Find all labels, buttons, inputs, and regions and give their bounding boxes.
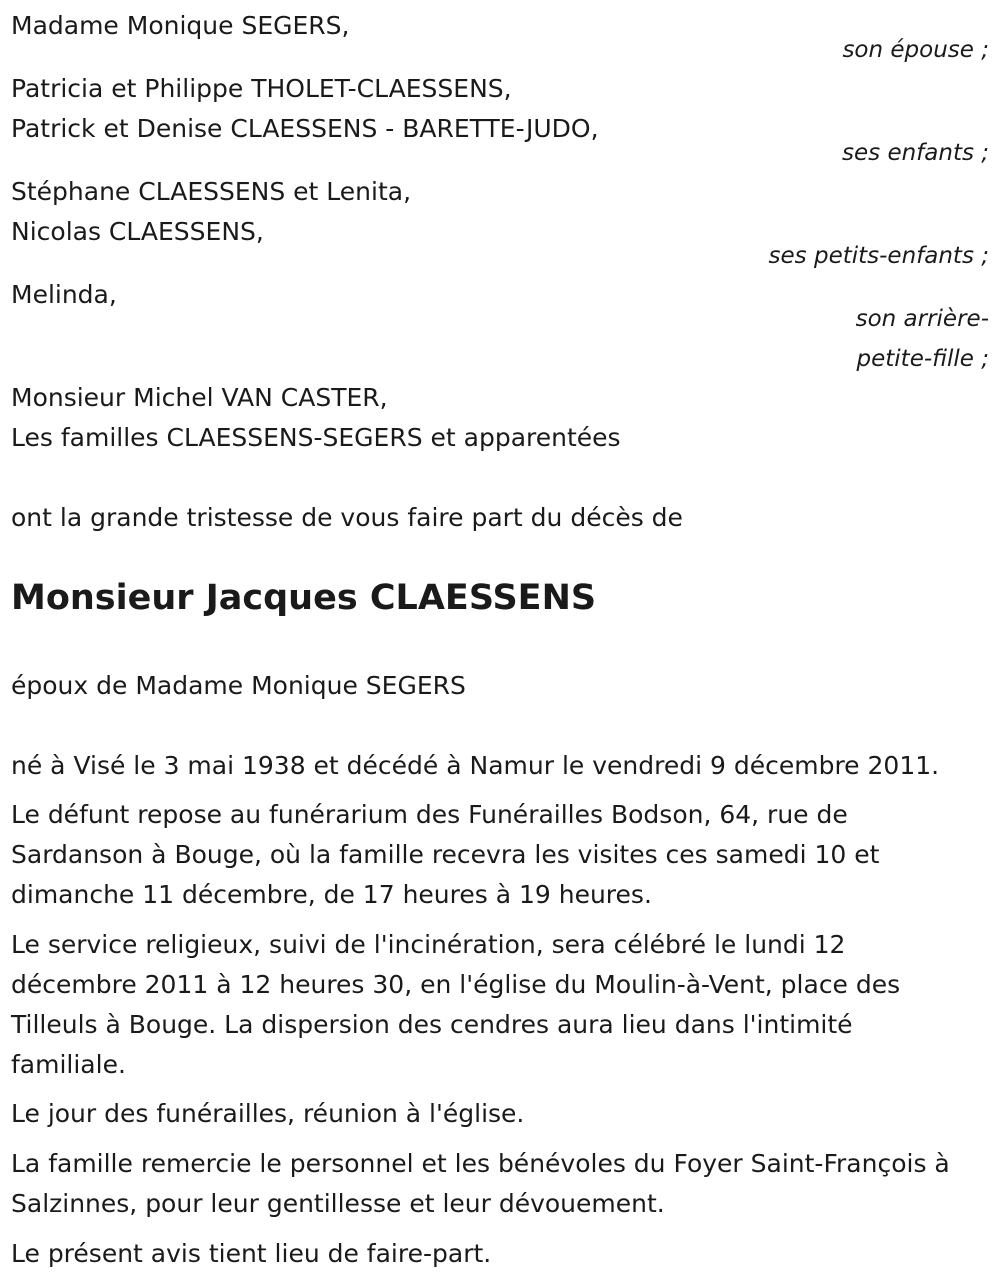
grandchild-2: Nicolas CLAESSENS,	[11, 217, 264, 246]
deceased-relation: époux de Madame Monique SEGERS	[11, 671, 466, 700]
service-paragraph: Le service religieux, suivi de l'incinération, sera célébré le lundi 12 décembre 2011 à 12 heures 30, en l'église du Moulin-à-Vent, place des Tilleuls à Bouge. La dispersion des cendres aura lieu dans l'intimité familiale.	[11, 930, 901, 1079]
child-1: Patricia et Philippe THOLET-CLAESSENS,	[11, 74, 512, 103]
children-role: ses enfants ;	[842, 140, 989, 166]
reunion-line: Le jour des funérailles, réunion à l'église.	[11, 1099, 525, 1128]
other-relative-1: Monsieur Michel VAN CASTER,	[11, 383, 388, 412]
deceased-name: Monsieur Jacques CLAESSENS	[11, 578, 597, 618]
repose-paragraph: Le défunt repose au funérarium des Funérailles Bodson, 64, rue de Sardanson à Bouge, où la famille recevra les visites ces samedi 10 et dimanche 11 décembre, de 17 heures à 19 heures.	[11, 800, 880, 909]
spouse-name: Madame Monique SEGERS,	[11, 11, 350, 40]
great-grandchild-role-line2: petite-fille ;	[856, 346, 989, 372]
thanks-paragraph: La famille remercie le personnel et les bénévoles du Foyer Saint-François à Salzinnes, pour leur gentillesse et leur dévouement.	[11, 1149, 950, 1218]
great-grandchild: Melinda,	[11, 280, 117, 309]
grandchild-1: Stéphane CLAESSENS et Lenita,	[11, 177, 412, 206]
child-2: Patrick et Denise CLAESSENS - BARETTE-JUDO,	[11, 114, 599, 143]
birth-death: né à Visé le 3 mai 1938 et décédé à Namur le vendredi 9 décembre 2011.	[11, 751, 940, 780]
great-grandchild-role-line1: son arrière-	[855, 306, 989, 332]
notice-line: Le présent avis tient lieu de faire-part.	[11, 1239, 492, 1268]
spouse-role: son épouse ;	[842, 37, 989, 63]
announcement: ont la grande tristesse de vous faire part du décès de	[11, 503, 683, 532]
other-relative-2: Les familles CLAESSENS-SEGERS et apparentées	[11, 423, 621, 452]
grandchildren-role: ses petits-enfants ;	[768, 243, 989, 269]
